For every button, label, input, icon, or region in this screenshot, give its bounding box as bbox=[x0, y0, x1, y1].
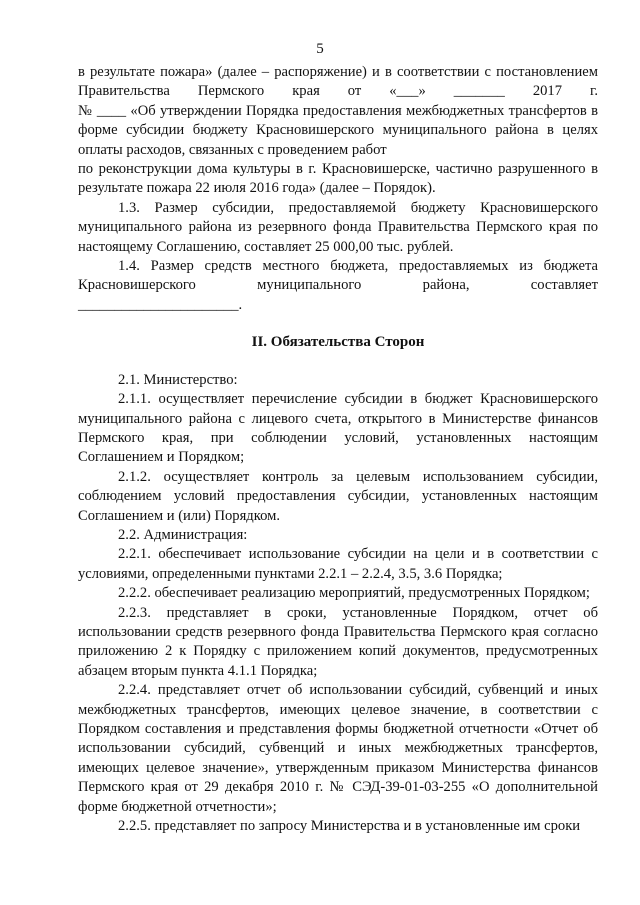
paragraph-2-1-1: 2.1.1. осуществляет перечисление субсидии в бюджет Красновишерского муниципального района с лицевого счета, открытого в Министерстве финансов Пермского края, при соблюдении условий, установленных настоящим Соглашением и Порядком; bbox=[78, 391, 598, 466]
paragraph-1-3: 1.3. Размер субсидии, предоставляемой бюджету Красновишерского муниципального района из резервного фонда Правительства Пермского края по настоящему Соглашению, составляет 25 000,00 тыс. рублей. bbox=[78, 199, 598, 255]
paragraph-intro-c: по реконструкции дома культуры в г. Красновишерске, частично разрушенного в результате пожара 22 июля 2016 года» (далее – Порядок). bbox=[78, 161, 598, 197]
paragraph-2-2-5: 2.2.5. представляет по запросу Министерства и в установленные им сроки bbox=[118, 818, 581, 835]
paragraph-1-4-blank: ______________________. bbox=[78, 296, 243, 313]
section-heading: II. Обязательства Сторон bbox=[251, 334, 425, 351]
paragraph-2-2: 2.2. Администрация: bbox=[118, 526, 248, 543]
paragraph-2-1: 2.1. Министерство: bbox=[118, 371, 238, 388]
paragraph-2-2-2: 2.2.2. обеспечивает реализацию мероприятий, предусмотренных Порядком; bbox=[118, 585, 590, 602]
page-number: 5 bbox=[316, 41, 324, 57]
paragraph-2-2-4: 2.2.4. представляет отчет об использовании субсидий, субвенций и иных межбюджетных трансфертов, имеющих целевое значение, в соответствии с Порядком составления и представления формы бюджетной отчетности «Отчет об использовании субсидий, субвенций и иных межбюджетных трансфертов, имеющих целевое значение», утвержденным приказом Министерства финансов Пермского края от 29 декабря 2010 г. № СЭД-39-01-03-255 «О дополнительной форме бюджетной отчетности»; bbox=[78, 682, 598, 815]
document-body bbox=[78, 63, 598, 836]
paragraph-2-2-1: 2.2.1. обеспечивает использование субсидии на цели и в соответствии с условиями, определенными пунктами 2.2.1 – 2.2.4, 3.5, 3.6 Порядка; bbox=[78, 546, 598, 582]
paragraph-2-1-2: 2.1.2. осуществляет контроль за целевым использованием субсидии, соблюдением условий предоставления субсидии, установленных настоящим Соглашением и (или) Порядком. bbox=[78, 468, 598, 524]
paragraph-intro-a: в результате пожара» (далее – распоряжение) и в соответствии с постановлением Правительства Пермского края от «___» _______ 2017 г. bbox=[78, 64, 598, 100]
paragraph-2-2-3: 2.2.3. представляет в сроки, установленные Порядком, отчет об использовании средств резервного фонда Правительства Пермского края согласно приложению 2 к Порядку с приложением копий документов, предусмотренных абзацем вторым пункта 4.1.1 Порядка; bbox=[78, 604, 598, 679]
paragraph-intro-b: № ____ «Об утверждении Порядка предоставления межбюджетных трансфертов в форме субсидии бюджету Красновишерского муниципального района в целях оплаты расходов, связанных с проведением работ bbox=[78, 102, 598, 158]
paragraph-1-4: 1.4. Размер средств местного бюджета, предоставляемых из бюджета Красновишерского муниципального района, составляет bbox=[78, 258, 598, 294]
